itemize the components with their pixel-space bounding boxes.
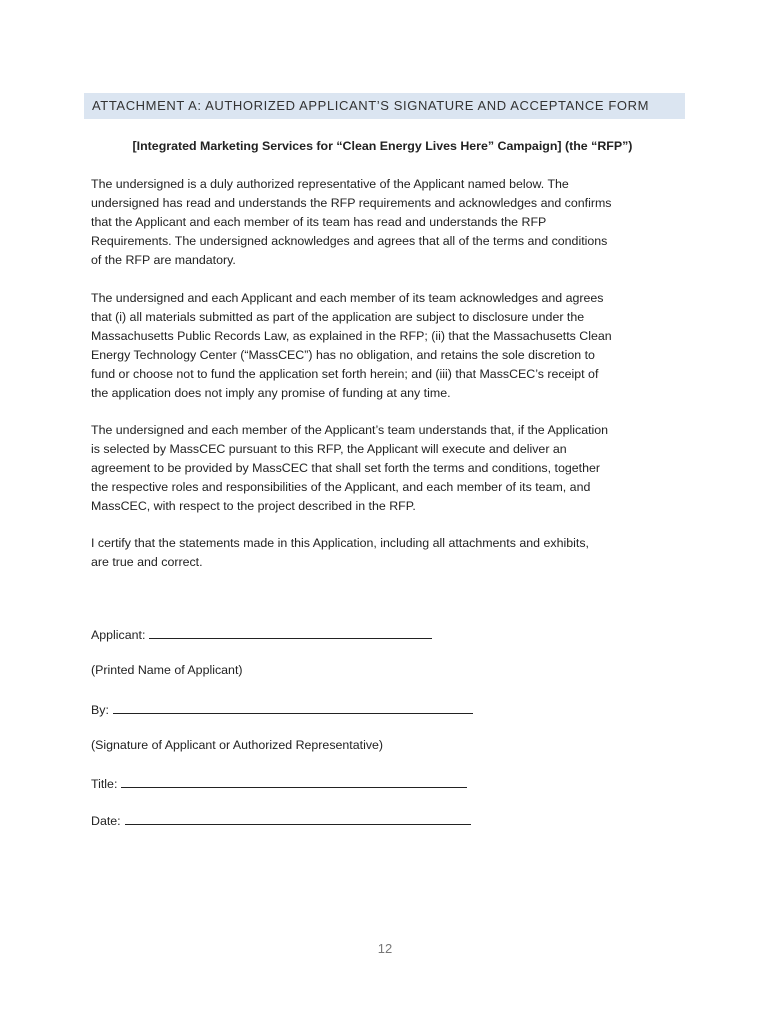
paragraph-line: fund or choose not to fund the application set forth herein; and (iii) that MassCEC’s receipt of [91,367,599,381]
applicant-field [91,626,432,642]
applicant-label: Applicant: [91,628,146,642]
paragraph-line: Requirements. The undersigned acknowledges and agrees that all of the terms and conditions [91,234,608,248]
printed-name-caption: (Printed Name of Applicant) [91,663,243,677]
paragraph-line: that the Applicant and each member of its team has read and understands the RFP [91,215,547,229]
paragraph-line: that (i) all materials submitted as part of the application are subject to disclosure under the [91,310,585,324]
paragraph-line: The undersigned is a duly authorized representative of the Applicant named below. The [91,177,569,191]
paragraph-line: the application does not imply any promise of funding at any time. [91,386,451,400]
paragraph-line: are true and correct. [91,555,203,569]
paragraph-line: MassCEC, with respect to the project described in the RFP. [91,499,416,513]
applicant-input-line[interactable] [149,626,432,639]
paragraph-line: the respective roles and responsibilities of the Applicant, and each member of its team, and [91,480,591,494]
paragraph-line: Energy Technology Center (“MassCEC”) has no obligation, and retains the sole discretion to [91,348,595,362]
paragraph-line: undersigned has read and understands the RFP requirements and acknowledges and confirms [91,196,612,210]
page-number: 12 [377,941,393,956]
title-input-line[interactable] [121,775,467,788]
by-label: By: [91,703,109,717]
paragraph-certification [91,534,681,572]
signature-input-line[interactable] [113,701,473,714]
date-field [91,812,471,828]
title-label: Title: [91,777,118,791]
paragraph-line: agreement to be provided by MassCEC that shall set forth the terms and conditions, together [91,461,600,475]
paragraph-line: The undersigned and each member of the Applicant’s team understands that, if the Application [91,423,609,437]
paragraph-line: I certify that the statements made in this Application, including all attachments and exhibits, [91,536,589,550]
by-field [91,701,473,717]
date-label: Date: [91,814,121,828]
title-field [91,775,467,791]
paragraph-disclosure [91,289,681,403]
paragraph-agreement [91,421,681,516]
paragraph-line: is selected by MassCEC pursuant to this RFP, the Applicant will execute and deliver an [91,442,567,456]
paragraph-line: of the RFP are mandatory. [91,253,236,267]
attachment-heading: ATTACHMENT A: AUTHORIZED APPLICANT’S SIGNATURE AND ACCEPTANCE FORM [92,98,650,113]
paragraph-authorization [91,175,681,270]
paragraph-line: Massachusetts Public Records Law, as explained in the RFP; (ii) that the Massachusetts Clean [91,329,612,343]
signature-caption: (Signature of Applicant or Authorized Representative) [91,738,384,752]
date-input-line[interactable] [125,812,471,825]
rfp-subtitle: [Integrated Marketing Services for “Clean Energy Lives Here” Campaign] (the “RFP”) [132,139,633,153]
attachment-heading-bar [84,93,685,119]
paragraph-line: The undersigned and each Applicant and each member of its team acknowledges and agrees [91,291,604,305]
